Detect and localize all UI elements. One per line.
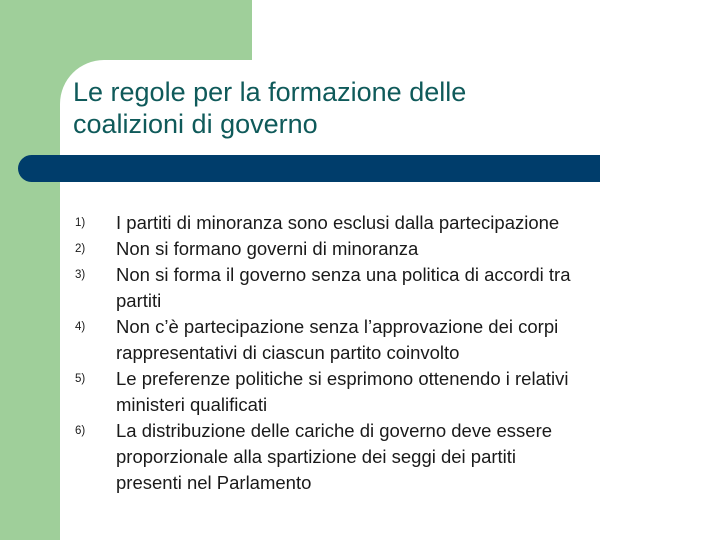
- item-text-line: I partiti di minoranza sono esclusi dalla partecipazione: [116, 212, 560, 233]
- slide-title-line-2: coalizioni di governo: [73, 109, 318, 139]
- slide-title-line-1: Le regole per la formazione delle: [73, 77, 467, 107]
- item-text-line: rappresentativi di ciascun partito coinvolto: [116, 342, 460, 363]
- item-text-line: ministeri qualificati: [116, 394, 268, 415]
- rules-list: [75, 210, 675, 496]
- item-text-line: La distribuzione delle cariche di governo deve essere: [116, 420, 553, 441]
- item-text-line: proporzionale alla spartizione dei seggi dei partiti: [116, 446, 517, 467]
- item-text-line: Non c’è partecipazione senza l’approvazione dei corpi: [116, 316, 559, 337]
- item-number: 2): [75, 243, 86, 255]
- item-number: 5): [75, 373, 86, 385]
- item-number: 1): [75, 217, 86, 229]
- item-number: 6): [75, 425, 86, 437]
- list-item: [75, 314, 675, 366]
- title-divider-bar: [18, 155, 600, 182]
- slide-title: [73, 76, 673, 140]
- list-item: [75, 236, 675, 262]
- list-item: [75, 418, 675, 496]
- item-text-line: Le preferenze politiche si esprimono ottenendo i relativi: [116, 368, 569, 389]
- left-accent-strip: [0, 0, 60, 540]
- list-item: [75, 366, 675, 418]
- item-number: 3): [75, 269, 86, 281]
- item-text-line: partiti: [116, 290, 162, 311]
- list-item: [75, 210, 675, 236]
- list-item: [75, 262, 675, 314]
- item-text-line: Non si formano governi di minoranza: [116, 238, 419, 259]
- item-number: 4): [75, 321, 86, 333]
- item-text-line: presenti nel Parlamento: [116, 472, 312, 493]
- item-text-line: Non si forma il governo senza una politica di accordi tra: [116, 264, 571, 285]
